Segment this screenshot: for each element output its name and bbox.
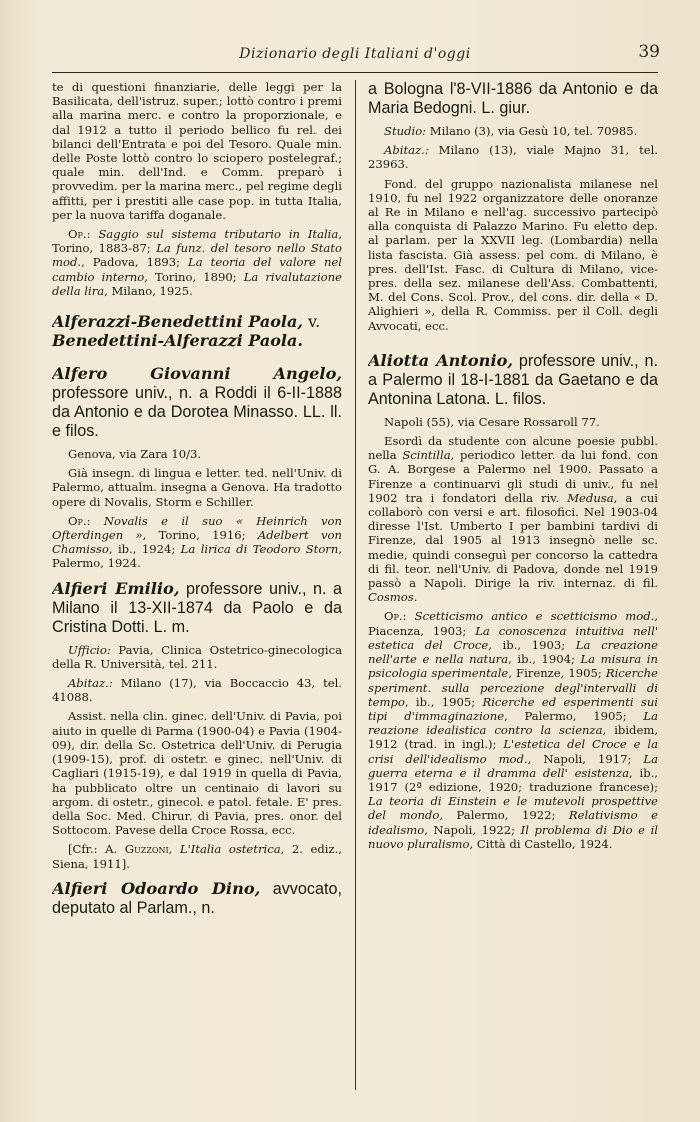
- entry-spacer: [368, 341, 658, 351]
- text-run: , Palermo, 1924.: [52, 542, 342, 571]
- works-list: [52, 514, 342, 571]
- text-run: Esordì da studente con alcune poesie pubbl. nella: [368, 434, 658, 463]
- entry-alfero: [52, 364, 342, 571]
- text-run: .: [413, 590, 418, 605]
- entry-alfieri-emilio: [52, 579, 342, 871]
- entry-headword: [52, 879, 342, 918]
- headword-name: Alfieri Emilio,: [52, 578, 180, 598]
- entry-address: Napoli (55), via Cesare Rossaroll 77.: [384, 414, 600, 429]
- text-run: , Napoli, 1917;: [527, 751, 644, 766]
- italic-run: L'estetica del Croce e la crisi dell'idealismo mod.: [368, 737, 658, 766]
- office-label: Ufficio:: [68, 642, 111, 657]
- entry-text: te di questioni finanziarie, delle leggi per la Basilicata, dell'istruz. super.; lottò contro i premi alla marina merc. e contro la proporzionale, e dal 1912 a tutto il periodo bellico fu rel. dei bilanci dell'Entrata e poi del Tesoro. Quale min. delle Poste lottò contro lo sciopero postelegraf.; quale min. dell'Ind. e Comm. preparò i provvedim. per la marina merc., pel regime degli affitti, per i prestiti alle case pop. in tutta Italia, per la nuova tariffa doganale.: [52, 80, 342, 222]
- xref-see: v.: [302, 312, 321, 332]
- text-run: , ib., 1904;: [508, 652, 581, 667]
- entry-bio: Assist. nella clin. ginec. dell'Univ. di Pavia, poi aiuto in quelle di Parma (1900-04) e Pavia (1904-09), dir. della Sc. Ostetrica dell'Univ. di Perugia (1909-15), prof. di ostetr. e ginec. nell'Univ. di Cagliari (1915-19), e dal 1919 in quella di Pavia, ha pubblicato oltre un centinaio di lavori su argom. di ostetr., ginecol. e patol. fetale. E' pres. della Soc. Med. Chirur. di Pavia, pres. onor. del Sottocom. Pavese della Croce Rossa, ecc.: [52, 709, 342, 838]
- works-label: Op.:: [68, 227, 91, 242]
- residence-text: Milano (13), viale Majno 31, tel. 23963.: [368, 143, 658, 172]
- entry-continuation: [52, 80, 342, 298]
- italic-run: La teoria del valore nel cambio interno: [52, 255, 342, 284]
- italic-run: Cosmos: [368, 590, 414, 605]
- text-run: , Torino, 1890;: [144, 269, 244, 284]
- entry-residence: [52, 676, 342, 704]
- column-divider: [355, 80, 356, 1090]
- italic-run: La misura in psicologia sperimentale: [368, 652, 658, 681]
- entry-headword: [52, 579, 342, 637]
- headword-desc: professore univ., n. a Milano il 13-XII-1874 da Paolo e da Cristina Dotti. L. m.: [52, 579, 342, 636]
- italic-run: Il problema di Dio e il nuovo pluralismo: [368, 822, 658, 851]
- works-text: [52, 514, 342, 571]
- italic-run: Relativismo e idealismo: [368, 808, 658, 837]
- italic-run: La guerra eterna e il dramma dell' esistenza: [368, 751, 658, 780]
- text-run: Guzzoni: [124, 842, 169, 857]
- entry-address: Genova, via Zara 10/3.: [68, 447, 202, 462]
- headword-desc: professore univ., n. a Palermo il 18-I-1881 da Gaetano e da Antonina Latona. L. filos.: [368, 351, 658, 408]
- text-run: , Palermo, 1905;: [504, 708, 644, 723]
- entry-alfieri-odoardo: [52, 879, 342, 918]
- headword-desc: avvocato, deputato al Parlam., n.: [52, 879, 342, 917]
- works-list: [368, 609, 658, 850]
- text-run: , Firenze, 1905;: [508, 666, 606, 681]
- left-column: [52, 80, 342, 1100]
- text-run: [Cfr.: A.: [68, 842, 125, 857]
- residence-label: Abitaz.:: [384, 143, 429, 158]
- italic-run: La funz. del tesoro nello Stato mod.: [52, 241, 342, 270]
- entry-headword-cont: a Bologna l'8-VII-1886 da Antonio e da Maria Bedogni. L. giur.: [368, 80, 658, 117]
- text-run: , ibidem, 1912 (trad. in ingl.);: [368, 723, 658, 752]
- italic-run: L'Italia ostetrica: [179, 842, 281, 857]
- works-text: [368, 609, 658, 850]
- xref-target: Benedettini-Alferazzi Paola.: [52, 331, 303, 351]
- headword-name: Aliotta Antonio,: [368, 350, 514, 370]
- cross-reference: [52, 312, 342, 350]
- entry-bio: [368, 434, 658, 604]
- italic-run: La teoria di Einstein e le mutevoli prospettive del mondo: [368, 794, 658, 823]
- page-number: 39: [638, 42, 660, 62]
- italic-run: Scetticismo antico e scetticismo mod.: [414, 609, 655, 624]
- entry-cfr: [52, 842, 342, 870]
- entry-headword: [52, 364, 342, 441]
- text-run: , Palermo, 1922;: [439, 808, 569, 823]
- text-run: , 2. ediz., Siena, 1911].: [52, 842, 342, 871]
- works-label: Op.:: [68, 513, 91, 528]
- italic-run: La reazione idealistica contro la scienza: [368, 708, 658, 738]
- studio-label: Studio:: [384, 124, 427, 138]
- headword-name: Alfieri Odoardo Dino,: [52, 878, 261, 898]
- entry-bio: Già insegn. di lingua e letter. ted. nell'Univ. di Palermo, attualm. insegna a Genova. Ha tradotto opere di Novalis, Storm e Schiller.: [52, 466, 342, 509]
- studio-text: Milano (3), via Gesù 10, tel. 70985.: [426, 124, 638, 138]
- entry-headword: [368, 351, 658, 409]
- headword-name: Alfero Giovanni Angelo,: [52, 364, 342, 384]
- text-run: , ib., 1905;: [404, 694, 483, 709]
- office-text: Pavia, Clinica Ostetrico-ginecologica della R. Università, tel. 211.: [52, 642, 342, 671]
- text-run: ,: [168, 842, 180, 857]
- italic-run: Adelbert von Chamisso: [52, 528, 342, 557]
- headword-desc: professore univ., n. a Roddi il 6-II-1888 da Antonio e da Dorotea Minasso. LL. ll. e filos.: [52, 384, 342, 441]
- italic-run: Novalis e il suo « Heinrich von Ofterdingen »: [52, 513, 342, 543]
- text-run: , ib., 1917 (2ª edizione, 1920; traduzione francese);: [368, 765, 658, 794]
- text-run: , Padova, 1893;: [81, 255, 189, 270]
- italic-run: Ricerche ed esperimenti sui tipi d'immaginazione: [368, 694, 658, 723]
- text-run: , periodico letter. da lui fond. con G. A. Borgese a Palermo nel 1900. Passato a Firenze a continuarvi gli studi di univ., fu nel 1902 tra i fondatori della riv.: [368, 448, 658, 505]
- text-run: , Napoli, 1922;: [424, 822, 521, 837]
- entry-residence: [368, 143, 658, 171]
- xref-name: Alferazzi-Benedettini Paola,: [52, 312, 303, 332]
- text-run: , Piacenza, 1903;: [368, 609, 658, 638]
- italic-run: Medusa: [567, 490, 614, 505]
- text-run: , Torino, 1916;: [142, 528, 258, 543]
- entry-aliotta: [368, 351, 658, 851]
- text-run: , Città di Castello, 1924.: [469, 836, 613, 851]
- text-run: , ib., 1924;: [108, 542, 181, 557]
- residence-label: Abitaz.:: [68, 676, 113, 691]
- residence-text: Milano (17), via Boccaccio 43, tel. 41088.: [52, 676, 342, 705]
- italic-run: La conoscenza intuitiva nell' estetica del Croce: [368, 623, 658, 652]
- running-title: Dizionario degli Italiani d'oggi: [239, 46, 471, 62]
- entry-studio: [368, 124, 658, 138]
- italic-run: Scintilla: [402, 448, 451, 463]
- italic-run: Saggio sul sistema tributario in Italia: [98, 227, 339, 242]
- text-run: , ib., 1903;: [488, 637, 576, 652]
- right-column: [368, 80, 658, 1100]
- entry-office: [52, 643, 342, 671]
- text-run: , a cui collaborò con versi e art. filosofici. Nel 1903-04 diresse l'Ist. Umberto I per bambini tardivi di Firenze, dal 1905 al 1913 insegnò nelle sc. medie, quindi conseguì per concorso la cattedra di fil. teor. nell'Univ. di Padova, donde nel 1919 passò a Napoli. Dirige la riv. internaz. di fil.: [368, 490, 658, 591]
- running-header: [50, 42, 660, 68]
- text-run: , Torino, 1883-87;: [52, 227, 342, 256]
- italic-run: La rivalutazione della lira: [52, 269, 342, 298]
- italic-run: Ricerche speriment. sulla percezione degl'intervalli di tempo: [368, 666, 658, 709]
- entry-alfieri-odoardo-cont: [368, 80, 658, 333]
- works-list: [52, 227, 342, 298]
- header-rule: [52, 72, 658, 73]
- text-run: , Milano, 1925.: [104, 283, 193, 298]
- italic-run: La creazione nell'arte e nella natura: [368, 637, 658, 667]
- entry-bio: Fond. del gruppo nazionalista milanese nel 1910, fu nel 1922 organizzatore delle onoranze al Re in Milano e nell'ag. successivo partecipò alla conquista di Palazzo Marino. Fu eletto dep. al parlam. per la XXVII leg. (Lombardia) nella lista fascista. Già assess. pel com. di Milano, è pres. dell'Ist. Fasc. di Cultura di Milano, vice-pres. della sez. milanese dell'Ass. Combattenti, M. del Cons. Scol. Prov., del cons. dir. della « D. Alighieri », della R. Commiss. per il Coll. degli Avvocati, ecc.: [368, 176, 658, 333]
- works-text: [52, 227, 342, 298]
- works-label: Op.:: [384, 609, 407, 624]
- italic-run: La lirica di Teodoro Storn: [180, 542, 339, 557]
